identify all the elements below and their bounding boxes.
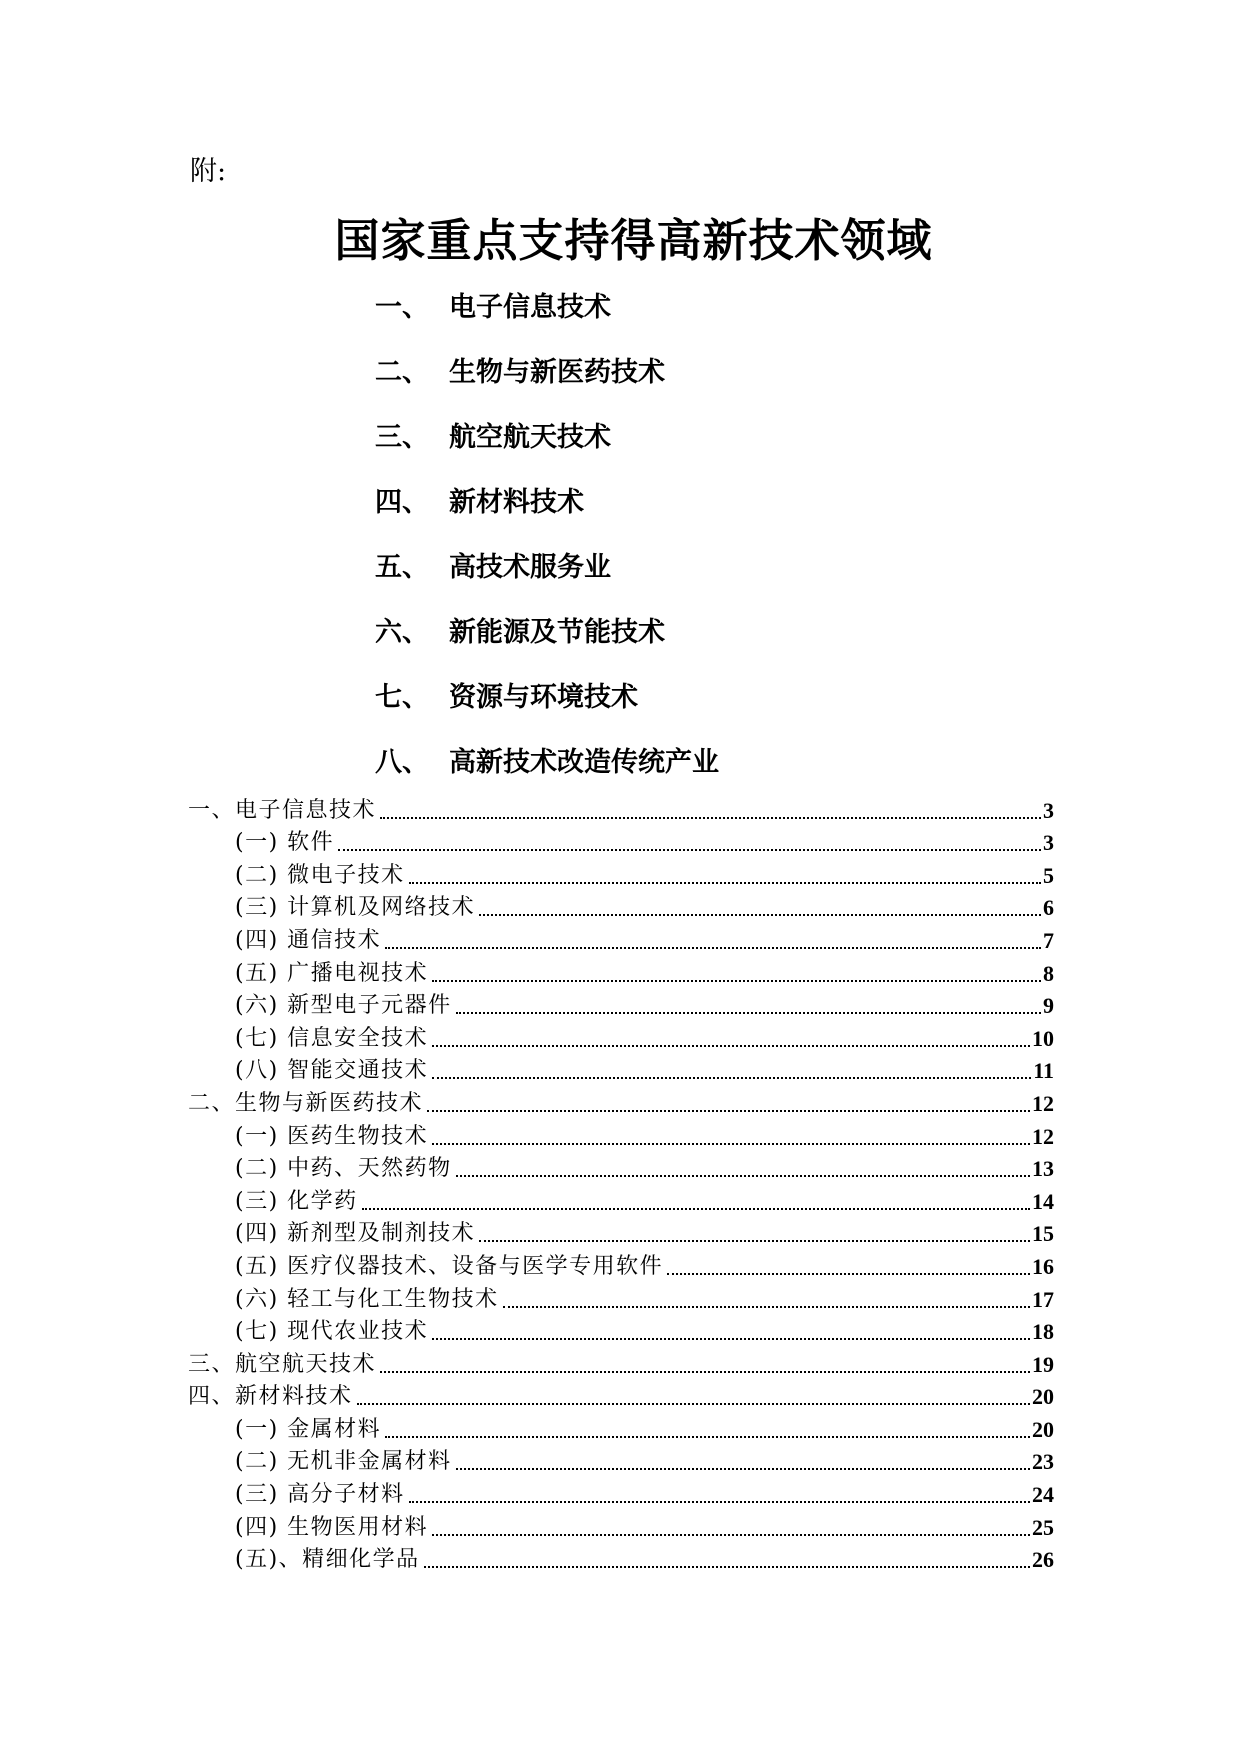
- dot-leader: [432, 1506, 1030, 1536]
- dot-leader: [432, 952, 1041, 982]
- dot-leader: [456, 1440, 1030, 1470]
- toc-entry-title: (六) 轻工与化工生物技术: [235, 1286, 499, 1312]
- dot-leader: [432, 1310, 1030, 1340]
- toc-entry-title: (二) 微电子技术: [235, 862, 405, 888]
- toc-page-number: 9: [1043, 993, 1054, 1019]
- toc-entry-title: (七) 信息安全技术: [235, 1025, 429, 1051]
- toc-page-number: 14: [1032, 1188, 1054, 1214]
- dot-leader: [427, 1082, 1030, 1112]
- attachment-label: 附:: [190, 156, 227, 187]
- dot-leader: [385, 919, 1041, 949]
- toc-entry-title: (三) 高分子材料: [235, 1482, 405, 1508]
- toc-entry-title: (八) 智能交通技术: [235, 1058, 429, 1084]
- toc-page-number: 12: [1032, 1090, 1054, 1116]
- domain-label: 生物与新医药技术: [449, 357, 665, 388]
- toc-page-number: 5: [1043, 862, 1054, 888]
- toc-entry-title: (二) 无机非金属材料: [235, 1449, 452, 1475]
- dot-leader: [479, 886, 1041, 916]
- domain-item: [375, 678, 719, 743]
- toc-entry-title: (五) 医疗仪器技术、设备与医学专用软件: [235, 1253, 664, 1279]
- dot-leader: [380, 789, 1041, 819]
- table-of-contents: [188, 793, 1054, 1575]
- domain-item: [375, 288, 719, 353]
- toc-page-number: 13: [1032, 1156, 1054, 1182]
- domain-label: 新能源及节能技术: [449, 617, 665, 648]
- dot-leader: [385, 1408, 1030, 1438]
- dot-leader: [409, 1473, 1030, 1503]
- toc-entry-title: (四) 生物医用材料: [235, 1514, 429, 1540]
- domain-number: 三、: [375, 422, 429, 453]
- toc-page-number: 20: [1032, 1384, 1054, 1410]
- toc-entry-title: (一) 金属材料: [235, 1416, 382, 1442]
- domain-label: 高新技术改造传统产业: [449, 747, 719, 778]
- toc-entry-title: (一) 医药生物技术: [235, 1123, 429, 1149]
- toc-entry-title: (一) 软件: [235, 830, 335, 856]
- toc-entry-title: (五) 广播电视技术: [235, 960, 429, 986]
- toc-page-number: 7: [1043, 927, 1054, 953]
- domain-item: [375, 548, 719, 613]
- toc-entry-title: 三、航空航天技术: [188, 1351, 377, 1377]
- toc-page-number: 6: [1043, 895, 1054, 921]
- domain-label: 高技术服务业: [449, 552, 611, 583]
- page-title: 国家重点支持得高新技术领域: [334, 214, 933, 267]
- toc-entry-title: (四) 新剂型及制剂技术: [235, 1221, 476, 1247]
- toc-page-number: 20: [1032, 1416, 1054, 1442]
- dot-leader: [667, 1245, 1030, 1275]
- toc-entry-title: (五)、精细化学品: [235, 1547, 420, 1573]
- dot-leader: [338, 821, 1041, 851]
- dot-leader: [380, 1343, 1030, 1373]
- toc-entry-title: (二) 中药、天然药物: [235, 1156, 452, 1182]
- toc-page-number: 24: [1032, 1482, 1054, 1508]
- dot-leader: [432, 1017, 1030, 1047]
- toc-page-number: 23: [1032, 1449, 1054, 1475]
- toc-page-number: 3: [1043, 830, 1054, 856]
- domain-number: 一、: [375, 292, 429, 323]
- domain-item: [375, 418, 719, 483]
- toc-page-number: 19: [1032, 1351, 1054, 1377]
- dot-leader: [424, 1538, 1030, 1568]
- domain-list: [375, 288, 719, 808]
- dot-leader: [432, 1049, 1031, 1079]
- toc-page-number: 12: [1032, 1123, 1054, 1149]
- toc-entry-title: (六) 新型电子元器件: [235, 993, 452, 1019]
- domain-label: 航空航天技术: [449, 422, 611, 453]
- domain-number: 七、: [375, 682, 429, 713]
- dot-leader: [503, 1278, 1030, 1308]
- toc-entry-title: (三) 计算机及网络技术: [235, 895, 476, 921]
- domain-label: 新材料技术: [449, 487, 584, 518]
- dot-leader: [456, 1147, 1030, 1177]
- toc-page-number: 18: [1032, 1319, 1054, 1345]
- domain-item: [375, 613, 719, 678]
- domain-number: 八、: [375, 747, 429, 778]
- toc-entry-title: 四、新材料技术: [188, 1384, 353, 1410]
- domain-label: 资源与环境技术: [449, 682, 638, 713]
- dot-leader: [456, 984, 1041, 1014]
- domain-item: [375, 483, 719, 548]
- toc-page-number: 8: [1043, 960, 1054, 986]
- dot-leader: [409, 854, 1041, 884]
- domain-number: 四、: [375, 487, 429, 518]
- domain-number: 二、: [375, 357, 429, 388]
- toc-entry-title: (七) 现代农业技术: [235, 1319, 429, 1345]
- dot-leader: [432, 1115, 1030, 1145]
- toc-page-number: 17: [1032, 1286, 1054, 1312]
- toc-entry-title: (三) 化学药: [235, 1188, 358, 1214]
- toc-subentry[interactable]: [188, 1543, 1054, 1576]
- toc-page-number: 25: [1032, 1514, 1054, 1540]
- dot-leader: [362, 1180, 1030, 1210]
- dot-leader: [479, 1212, 1030, 1242]
- domain-label: 电子信息技术: [449, 292, 611, 323]
- domain-number: 六、: [375, 617, 429, 648]
- toc-page-number: 15: [1032, 1221, 1054, 1247]
- toc-page-number: 10: [1032, 1025, 1054, 1051]
- toc-entry-title: 二、生物与新医药技术: [188, 1090, 424, 1116]
- toc-entry-title: 一、电子信息技术: [188, 797, 377, 823]
- dot-leader: [357, 1375, 1030, 1405]
- domain-item: [375, 353, 719, 418]
- toc-page-number: 11: [1033, 1058, 1054, 1084]
- toc-page-number: 26: [1032, 1547, 1054, 1573]
- domain-number: 五、: [375, 552, 429, 583]
- toc-page-number: 16: [1032, 1253, 1054, 1279]
- toc-entry-title: (四) 通信技术: [235, 927, 382, 953]
- toc-page-number: 3: [1043, 797, 1054, 823]
